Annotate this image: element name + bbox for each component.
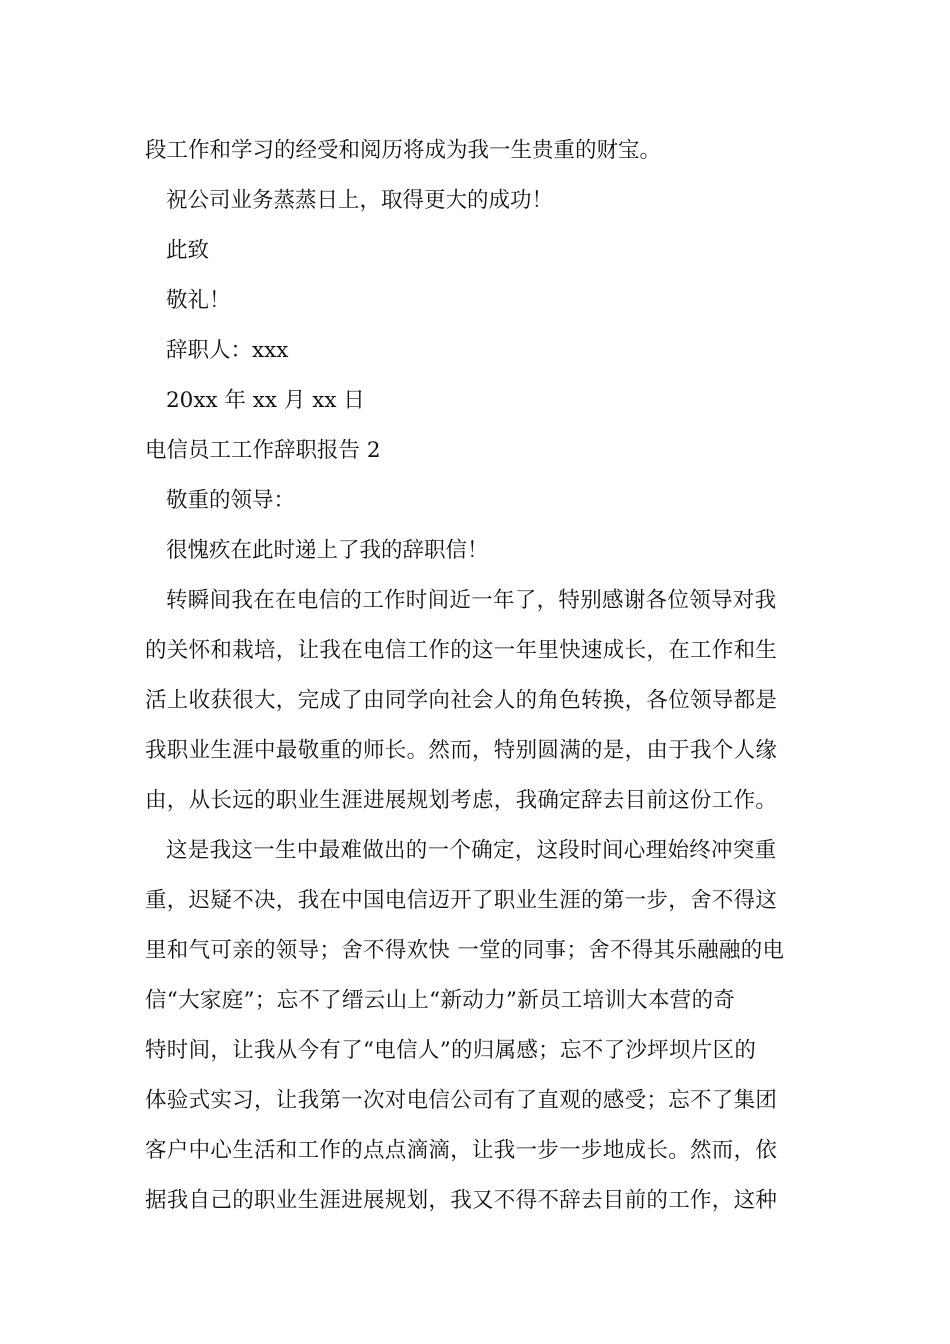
paragraph-line: 客户中心生活和工作的点点滴滴，让我一步一步地成长。然而，依	[145, 1138, 778, 1163]
continuation-text: 段工作和学习的经受和阅历将成为我一生贵重的财宝。	[145, 138, 662, 163]
paragraph-line: 我职业生涯中最敬重的师长。然而，特别圆满的是，由于我个人缘	[145, 738, 778, 763]
paragraph-line: 这是我这一生中最难做出的一个确定，这段时间心理始终冲突重	[166, 838, 777, 863]
salutation-line-1: 此致	[166, 238, 210, 263]
signer-line: 辞职人：xxx	[166, 338, 289, 363]
paragraph-line: 体验式实习，让我第一次对电信公司有了直观的感受；忘不了集团	[145, 1088, 778, 1113]
letter-opening: 很愧疚在此时递上了我的辞职信！	[166, 538, 489, 563]
paragraph-line: 的关怀和栽培，让我在电信工作的这一年里快速成长，在工作和生	[145, 638, 778, 663]
section-title: 电信员工工作辞职报告 2	[145, 438, 381, 463]
paragraph-line: 活上收获很大，完成了由同学向社会人的角色转换，各位领导都是	[145, 688, 778, 713]
paragraph-line: 由，从长远的职业生涯进展规划考虑，我确定辞去目前这份工作。	[145, 788, 778, 813]
paragraph-line: 转瞬间我在在电信的工作时间近一年了，特别感谢各位领导对我	[166, 588, 777, 613]
paragraph-line: 里和气可亲的领导；舍不得欢快 一堂的同事；舍不得其乐融融的电	[145, 938, 785, 963]
date-line: 20xx 年 xx 月 xx 日	[166, 388, 365, 413]
paragraph-line: 特时间，让我从今有了“电信人”的归属感；忘不了沙坪坝片区的	[145, 1038, 757, 1063]
closing-wish: 祝公司业务蒸蒸日上，取得更大的成功！	[166, 188, 554, 213]
paragraph-line: 据我自己的职业生涯进展规划，我又不得不辞去目前的工作，这种	[145, 1188, 778, 1213]
salutation-line-2: 敬礼！	[166, 288, 231, 313]
paragraph-1	[145, 578, 810, 828]
paragraph-line: 重，迟疑不决，我在中国电信迈开了职业生涯的第一步，舍不得这	[145, 888, 778, 913]
paragraph-2	[145, 828, 810, 1228]
letter-greeting: 敬重的领导：	[166, 488, 296, 513]
paragraph-line: 信“大家庭”；忘不了缙云山上“新动力”新员工培训大本营的奇	[145, 988, 736, 1013]
document-page	[145, 128, 810, 1228]
